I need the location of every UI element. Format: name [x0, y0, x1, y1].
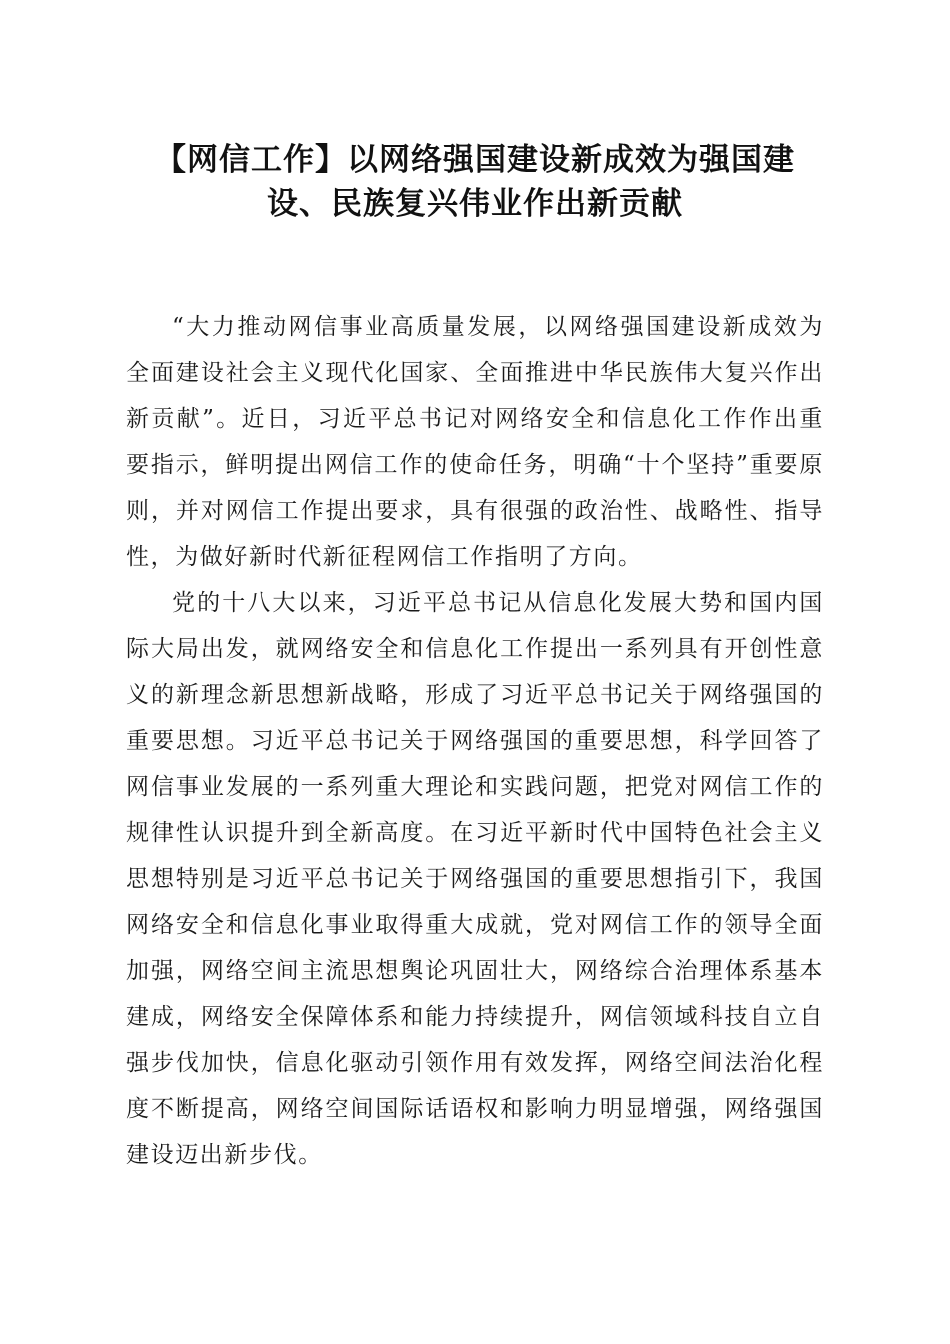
- document-body: [126, 304, 824, 1178]
- paragraph-2: 党的十八大以来，习近平总书记从信息化发展大势和国内国际大局出发，就网络安全和信息化工作提出一系列具有开创性意义的新理念新思想新战略，形成了习近平总书记关于网络强国的重要思想。习近平总书记关于网络强国的重要思想，科学回答了网信事业发展的一系列重大理论和实践问题，把党对网信工作的规律性认识提升到全新高度。在习近平新时代中国特色社会主义思想特别是习近平总书记关于网络强国的重要思想指引下，我国网络安全和信息化事业取得重大成就，党对网信工作的领导全面加强，网络空间主流思想舆论巩固壮大，网络综合治理体系基本建成，网络安全保障体系和能力持续提升，网信领域科技自立自强步伐加快，信息化驱动引领作用有效发挥，网络空间法治化程度不断提高，网络空间国际话语权和影响力明显增强，网络强国建设迈出新步伐。: [126, 590, 824, 1168]
- paragraph-1: “大力推动网信事业高质量发展，以网络强国建设新成效为全面建设社会主义现代化国家、全面推进中华民族伟大复兴作出新贡献”。近日，习近平总书记对网络安全和信息化工作作出重要指示，鲜明提出网信工作的使命任务，明确“十个坚持”重要原则，并对网信工作提出要求，具有很强的政治性、战略性、指导性，为做好新时代新征程网信工作指明了方向。: [126, 314, 824, 570]
- document-title: 【网信工作】以网络强国建设新成效为强国建设、民族复兴伟业作出新贡献: [155, 142, 795, 222]
